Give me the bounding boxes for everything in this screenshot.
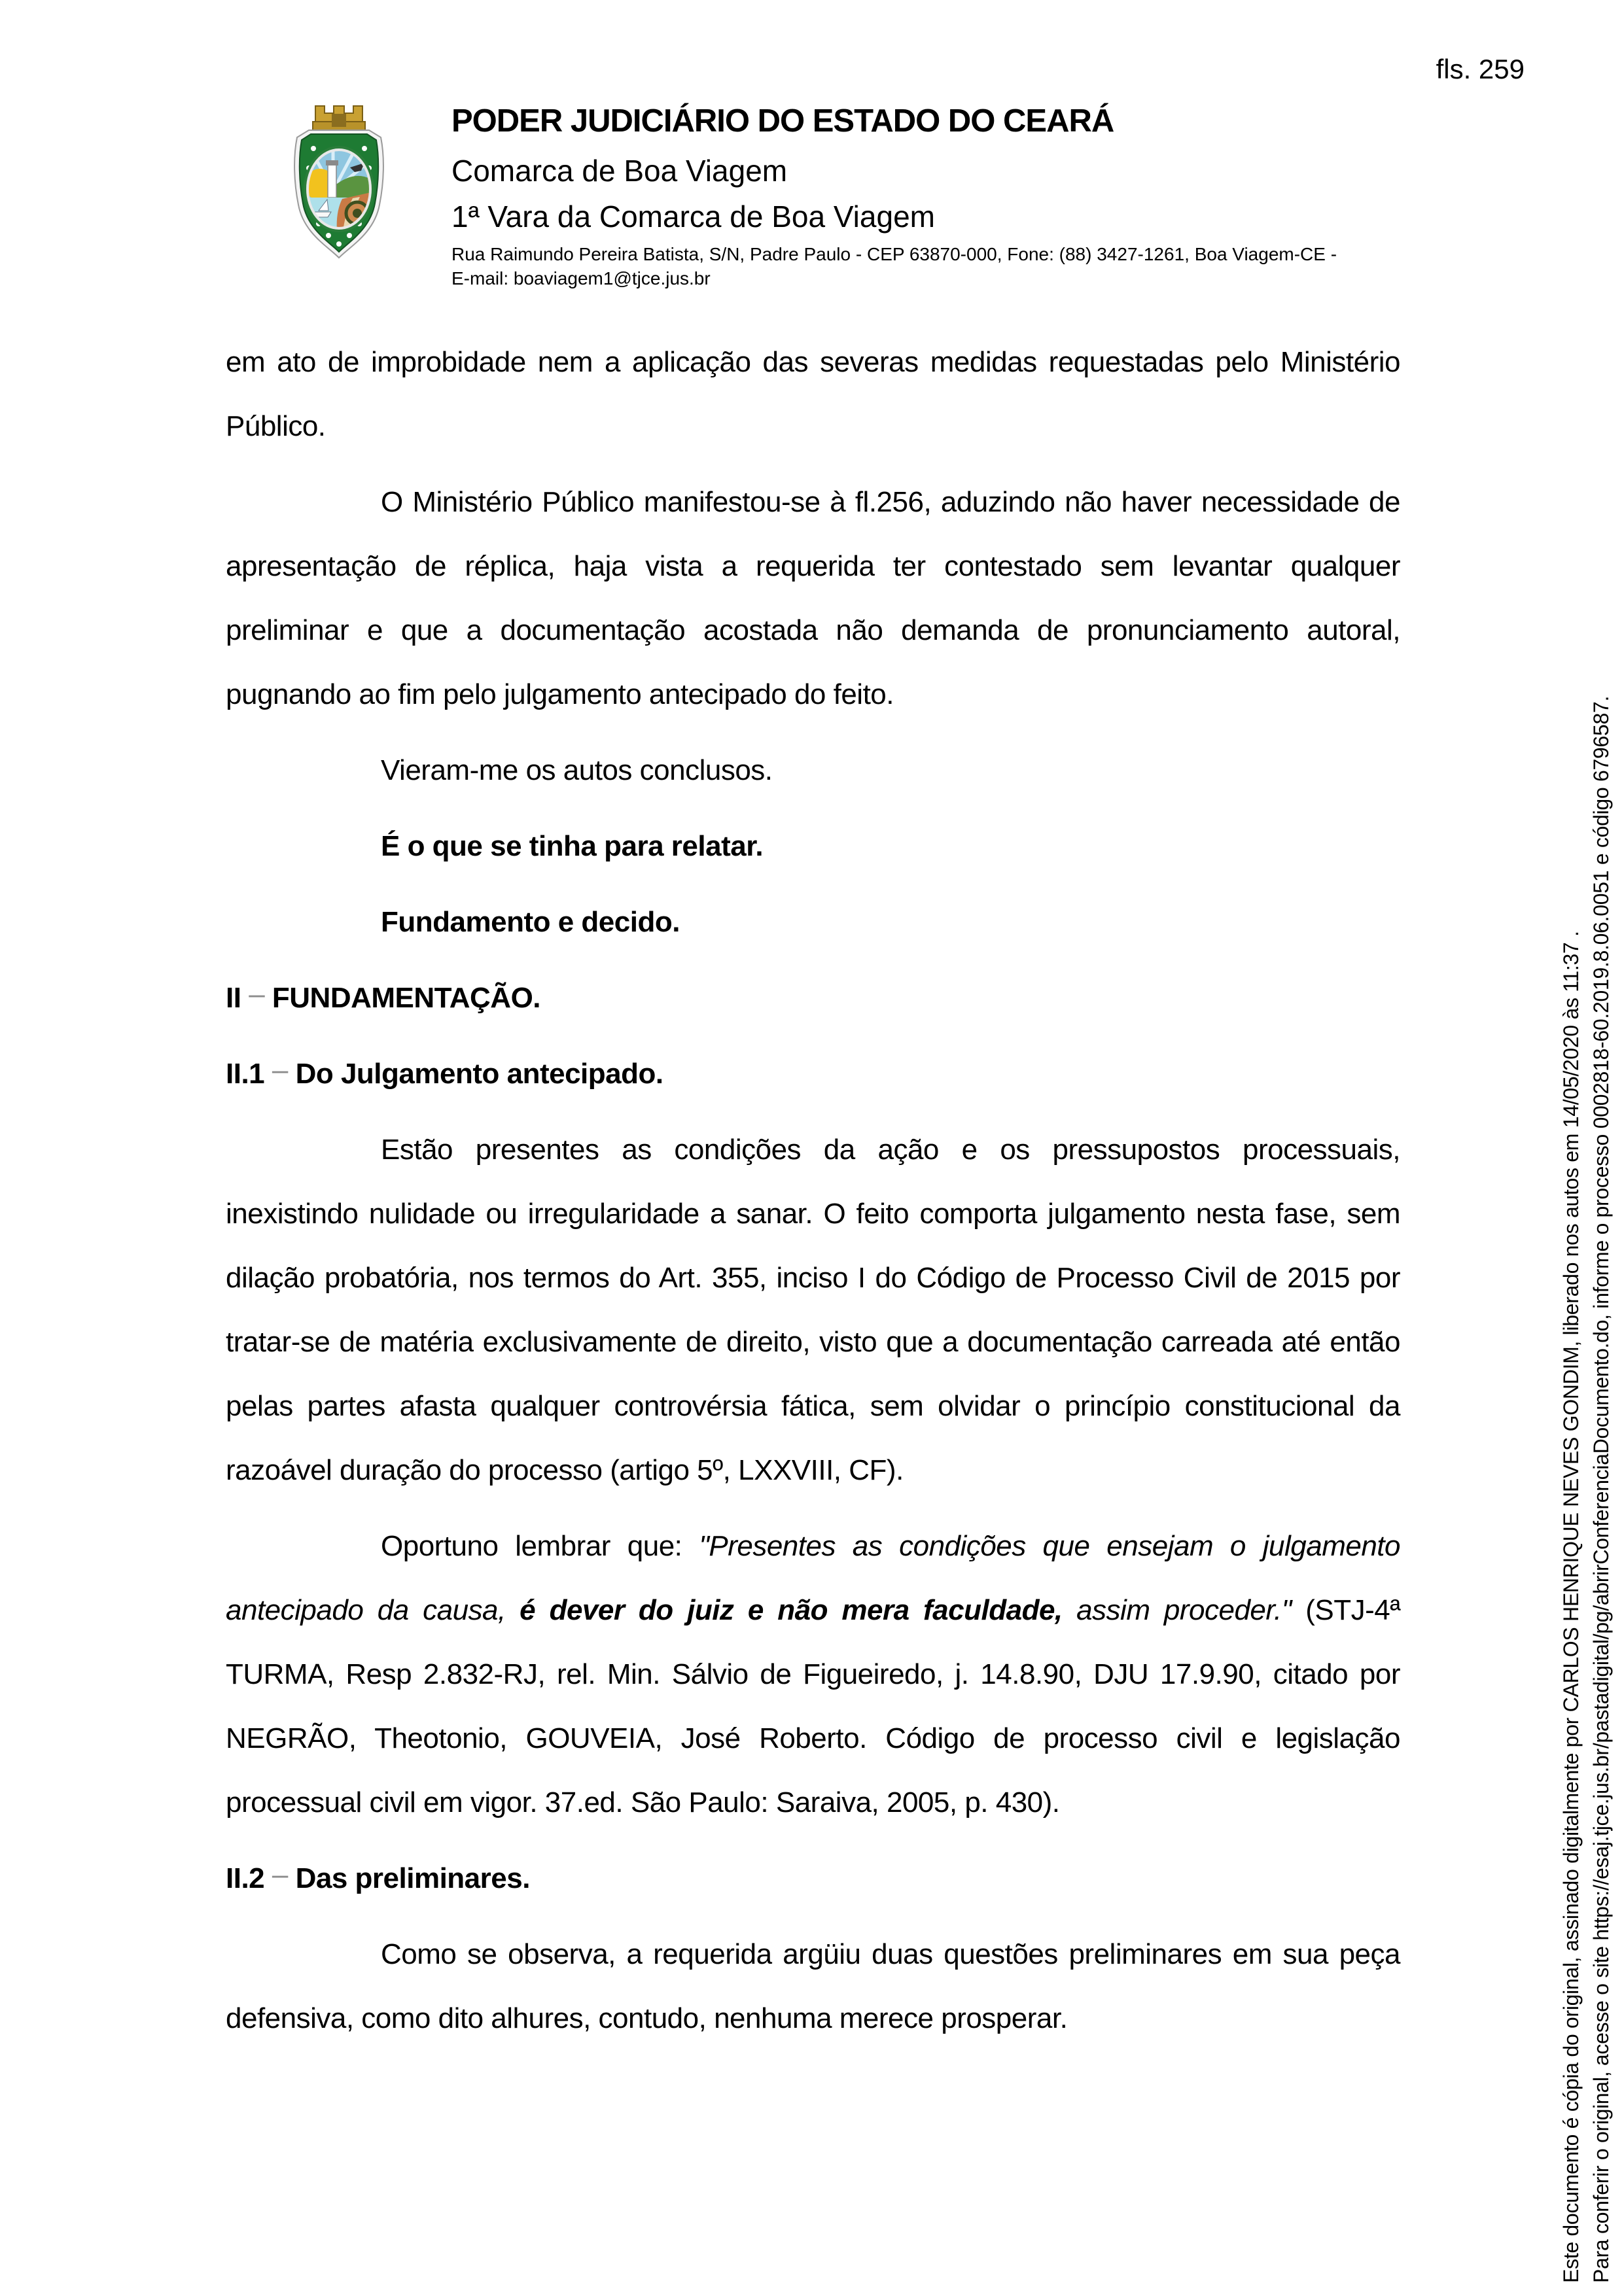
body-paragraph xyxy=(226,890,1400,954)
text-run: II.2 xyxy=(226,1862,272,1894)
text-run: – xyxy=(272,1054,296,1086)
vara-line: 1ª Vara da Comarca de Boa Viagem xyxy=(451,200,935,234)
text-run: Das preliminares. xyxy=(295,1862,530,1894)
text-run: Do Julgamento antecipado. xyxy=(295,1058,663,1090)
text-run: O Ministério Público manifestou-se à fl.256, aduzindo não haver necessidade de apresentação de réplica, haja vista a requerida ter contestado sem levantar qualquer preliminar e que a documentação acostada não demanda de pronunciamento autoral, pugnando ao fim pelo julgamento antecipado do feito. xyxy=(226,486,1400,710)
text-run: – xyxy=(272,1858,296,1890)
body-paragraph xyxy=(226,739,1400,803)
body-paragraph xyxy=(226,470,1400,727)
text-run: Oportuno lembrar que: xyxy=(381,1530,699,1562)
address-line: Rua Raimundo Pereira Batista, S/N, Padre Paulo - CEP 63870-000, Fone: (88) 3427-1261, Boa Viagem-CE - xyxy=(451,244,1337,264)
page-number-label: fls. 259 xyxy=(1436,54,1525,84)
text-run: Como se observa, a requerida argüiu duas questões preliminares em sua peça defensiva, como dito alhures, contudo, nenhuma merece prosperar. xyxy=(226,1938,1400,2034)
text-run: assim proceder." xyxy=(1062,1594,1306,1626)
body-paragraph xyxy=(226,1118,1400,1503)
section-heading xyxy=(226,1042,1400,1106)
text-run: II xyxy=(226,982,249,1014)
signature-note-line-1: Este documento é cópia do original, assinado digitalmente por CARLOS HENRIQUE NEVES GONDIM, liberado nos autos em 14/05/2020 às 11:37 . xyxy=(1559,931,1583,2283)
section-heading xyxy=(226,966,1400,1030)
ceara-coat-of-arms-icon xyxy=(279,99,398,262)
text-run: – xyxy=(249,978,272,1010)
text-run: Estão presentes as condições da ação e os pressupostos processuais, inexistindo nulidade ou irregularidade a sanar. O feito comporta julgamento nesta fase, sem dilação probatória, nos termos do Art. 355, inciso I do Código de Processo Civil de 2015 por tratar-se de matéria exclusivamente de direito, visto que a documentação carreada até então pelas partes afasta qualquer controvérsia fática, sem olvidar o princípio constitucional da razoável duração do processo (artigo 5º, LXXVIII, CF). xyxy=(226,1134,1400,1486)
text-run: é dever do juiz e não mera faculdade, xyxy=(520,1594,1063,1626)
text-run: É o que se tinha para relatar. xyxy=(381,830,764,862)
crown-icon xyxy=(313,106,365,130)
body-paragraph xyxy=(226,1514,1400,1835)
email-line: E-mail: boaviagem1@tjce.jus.br xyxy=(451,268,711,288)
text-run: II.1 xyxy=(226,1058,272,1090)
signature-note-line-2: Para conferir o original, acesse o site https://esaj.tjce.jus.br/pastadigital/pg/abrirConferenciaDocumento.do, informe o processo 0002818-60.2019.8.06.0051 e código 6796587. xyxy=(1589,695,1613,2283)
body-paragraph xyxy=(226,814,1400,878)
digital-signature-note xyxy=(1556,177,1616,2283)
letterhead xyxy=(451,105,1472,290)
section-heading xyxy=(226,1847,1400,1911)
text-run: "Presentes as condições que ensejam o julgamento antecipado da causa, xyxy=(226,1530,1400,1626)
comarca-line: Comarca de Boa Viagem xyxy=(451,154,788,188)
text-run: FUNDAMENTAÇÃO. xyxy=(272,982,541,1014)
org-title: PODER JUDICIÁRIO DO ESTADO DO CEARÁ xyxy=(451,103,1114,139)
shield xyxy=(294,130,383,258)
text-run: Fundamento e decido. xyxy=(381,906,680,938)
text-run: em ato de improbidade nem a aplicação das severas medidas requestadas pelo Ministério Público. xyxy=(226,346,1400,442)
text-run: Vieram-me os autos conclusos. xyxy=(381,754,773,786)
text-run: (STJ-4ª TURMA, Resp 2.832-RJ, rel. Min. Sálvio de Figueiredo, j. 14.8.90, DJU 17.9.90, citado por NEGRÃO, Theotonio, GOUVEIA, José Roberto. Código de processo civil e legislação processual civil em vigor. 37.ed. São Paulo: Saraiva, 2005, p. 430). xyxy=(226,1594,1400,1818)
body-paragraph xyxy=(226,1922,1400,2051)
document-body xyxy=(226,330,1400,2062)
body-paragraph xyxy=(226,330,1400,459)
